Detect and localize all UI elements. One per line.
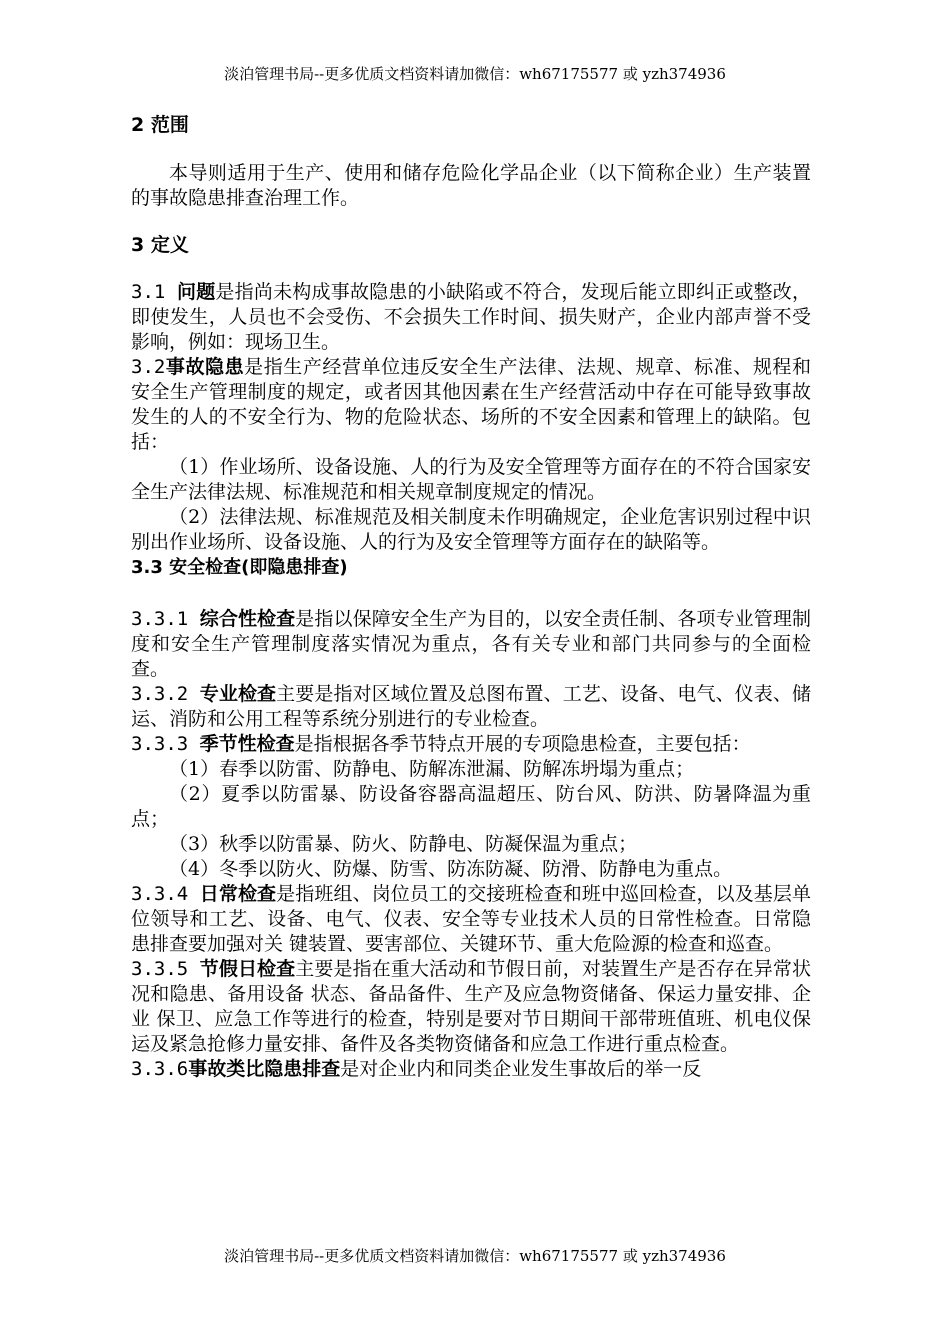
definition-term: 节假日检查 (199, 958, 296, 980)
definition-3-3-3 (131, 732, 811, 757)
list-item: （4）冬季以防火、防爆、防雪、防冻防凝、防滑、防静电为重点。 (169, 858, 733, 880)
definition-number: 3.3.1 (131, 608, 200, 630)
definition-number: 3.3.5 (131, 958, 200, 980)
list-item: （1）作业场所、设备设施、人的行为及安全管理等方面存在的不符合国家安全生产法律法规、标准规范和相关规章制度规定的情况。 (131, 456, 811, 503)
page-footer: 淡泊管理书局--更多优质文档资料请加微信：wh67175577 或 yzh374936 (224, 1247, 726, 1265)
list-item: （2）夏季以防雷暴、防设备容器高温超压、防台风、防洪、防暑降温为重点； (131, 783, 811, 830)
definition-number: 3.3.4 (131, 883, 200, 905)
list-item: （1）春季以防雷、防静电、防解冻泄漏、防解冻坍塌为重点； (169, 758, 695, 780)
definition-text: 主要是指对区域位置及总图布置、工艺、设备、电气、仪表、储运、消防和公用工程等系统分别进行的专业检查。 (131, 683, 811, 730)
definition-text: 是指根据各季节特点开展的专项隐患检查，主要包括： (294, 733, 751, 755)
definition-term: 季节性检查 (199, 733, 295, 755)
definition-term: 事故类比隐患排查 (188, 1058, 341, 1080)
definition-3-1 (131, 280, 811, 355)
definition-3-3-5 (131, 957, 811, 1057)
definition-text: 是指以保障安全生产为目的，以安全责任制、各项专业管理制度和安全生产管理制度落实情况为重点，各有关专业和部门共同参与的全面检查。 (131, 608, 811, 680)
definition-3-3-1 (131, 607, 811, 682)
definition-number: 3.3.2 (131, 683, 200, 705)
document-body (131, 110, 811, 1082)
definition-number: 3.3.6 (131, 1058, 189, 1080)
definition-3-3-2 (131, 682, 811, 732)
definition-term: 综合性检查 (199, 608, 296, 630)
list-item: （3）秋季以防雷暴、防火、防静电、防凝保温为重点； (169, 833, 638, 855)
definition-number: 3.2 (131, 356, 166, 378)
section-2-paragraph: 本导则适用于生产、使用和储存危险化学品企业（以下简称企业）生产装置的事故隐患排查治理工作。 (131, 162, 811, 209)
definition-text: 是指尚未构成事故隐患的小缺陷或不符合，发现后能立即纠正或整改，即使发生，人员也不会受伤、不会损失工作时间、损失财产，企业内部声誉不受影响，例如：现场卫生。 (131, 281, 811, 353)
section-3-heading: 3 定义 (131, 234, 189, 256)
page-header: 淡泊管理书局--更多优质文档资料请加微信：wh67175577 或 yzh374936 (224, 65, 726, 83)
definition-3-3-6 (131, 1057, 811, 1082)
definition-text: 是对企业内和同类企业发生事故后的举一反 (340, 1058, 702, 1080)
definition-term: 日常检查 (199, 883, 277, 905)
list-item: （2）法律法规、标准规范及相关制度未作明确规定，企业危害识别过程中识别出作业场所、设备设施、人的行为及安全管理等方面存在的缺陷等。 (131, 506, 811, 553)
definition-3-3-4 (131, 882, 811, 957)
definition-term: 专业检查 (199, 683, 277, 705)
definition-term: 问题 (176, 281, 216, 303)
definition-text: 是指生产经营单位违反安全生产法律、法规、规章、标准、规程和安全生产管理制度的规定，或者因其他因素在生产经营活动中存在可能导致事故发生的人的不安全行为、物的危险状态、场所的不安全因素和管理上的缺陷。包括： (131, 356, 811, 453)
definition-term: 事故隐患 (165, 356, 245, 378)
definition-text: 主要是指在重大活动和节假日前，对装置生产是否存在异常状况和隐患、备用设备 状态、备品备件、生产及应急物资储备、保运力量安排、企业 保卫、应急工作等进行的检查，特别是要对节日期间干部带班值班、机电仪保运及紧急抢修力量安排、备件及各类物资储备和应急工作进行重点检查。 (131, 958, 811, 1055)
definition-number: 3.1 (131, 281, 177, 303)
section-3-3-heading: 3.3 安全检查(即隐患排查) (131, 557, 348, 578)
definition-3-2 (131, 355, 811, 455)
definition-number: 3.3.3 (131, 733, 200, 755)
section-2-heading: 2 范围 (131, 114, 189, 136)
definition-text: 是指班组、岗位员工的交接班检查和班中巡回检查，以及基层单位领导和工艺、设备、电气、仪表、安全等专业技术人员的日常性检查。日常隐患排查要加强对关 键装置、要害部位、关键环节、重大危险源的检查和巡查。 (131, 883, 811, 955)
